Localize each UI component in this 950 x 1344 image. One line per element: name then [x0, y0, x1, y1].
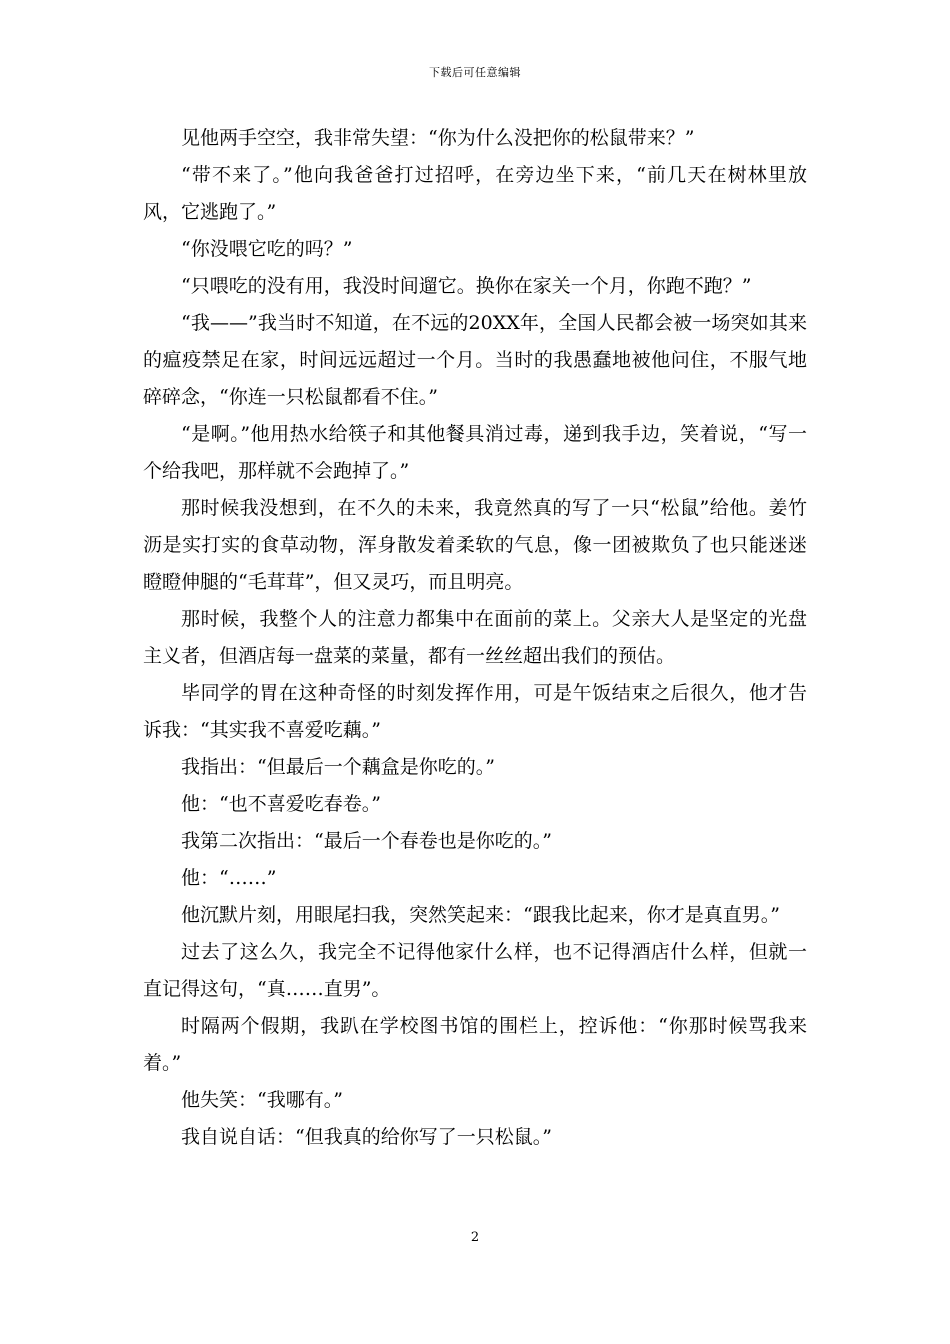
page-header: 下载后可任意编辑 [429, 66, 521, 79]
paragraph: “带不来了。”他向我爸爸打过招呼，在旁边坐下来，“前几天在树林里放风，它逃跑了。” [143, 164, 807, 223]
paragraph: 我自说自话：“但我真的给你写了一只松鼠。” [181, 1126, 552, 1148]
paragraph: 时隔两个假期，我趴在学校图书馆的围栏上，控诉他：“你那时候骂我来着。” [143, 1015, 807, 1074]
page-number: 2 [470, 1230, 480, 1245]
paragraph: 他：“……” [181, 867, 277, 889]
paragraph: 过去了这么久，我完全不记得他家什么样，也不记得酒店什么样，但就一直记得这句，“真……直男”。 [143, 941, 807, 1000]
paragraph: 他沉默片刻，用眼尾扫我，突然笑起来：“跟我比起来，你才是真直男。” [181, 904, 780, 926]
paragraph: “你没喂它吃的吗？” [181, 238, 353, 260]
paragraph: 我第二次指出：“最后一个春卷也是你吃的。” [181, 830, 552, 852]
paragraph: 他失笑：“我哪有。” [181, 1089, 343, 1111]
paragraph: 他：“也不喜爱吃春卷。” [181, 793, 381, 815]
paragraph: 见他两手空空，我非常失望：“你为什么没把你的松鼠带来？” [181, 127, 695, 149]
paragraph: 那时候我没想到，在不久的未来，我竟然真的写了一只“松鼠”给他。姜竹沥是实打实的食草动物，浑身散发着柔软的气息，像一团被欺负了也只能迷迷瞪瞪伸腿的“毛茸茸”，但又灵巧，而且明亮。 [143, 497, 807, 593]
paragraph: 我指出：“但最后一个藕盒是你吃的。” [181, 756, 495, 778]
document-body [143, 120, 807, 1156]
paragraph: “只喂吃的没有用，我没时间遛它。换你在家关一个月，你跑不跑？” [181, 275, 752, 297]
paragraph: 毕同学的胃在这种奇怪的时刻发挥作用，可是午饭结束之后很久，他才告诉我：“其实我不喜爱吃藕。” [143, 682, 807, 741]
paragraph: “我——”我当时不知道，在不远的20XX年，全国人民都会被一场突如其来的瘟疫禁足在家，时间远远超过一个月。当时的我愚蠢地被他问住，不服气地碎碎念，“你连一只松鼠都看不住。” [143, 312, 807, 408]
paragraph: “是啊。”他用热水给筷子和其他餐具消过毒，递到我手边，笑着说，“写一个给我吧，那样就不会跑掉了。” [143, 423, 807, 482]
paragraph: 那时候，我整个人的注意力都集中在面前的菜上。父亲大人是坚定的光盘主义者，但酒店每一盘菜的菜量，都有一丝丝超出我们的预估。 [143, 608, 807, 667]
